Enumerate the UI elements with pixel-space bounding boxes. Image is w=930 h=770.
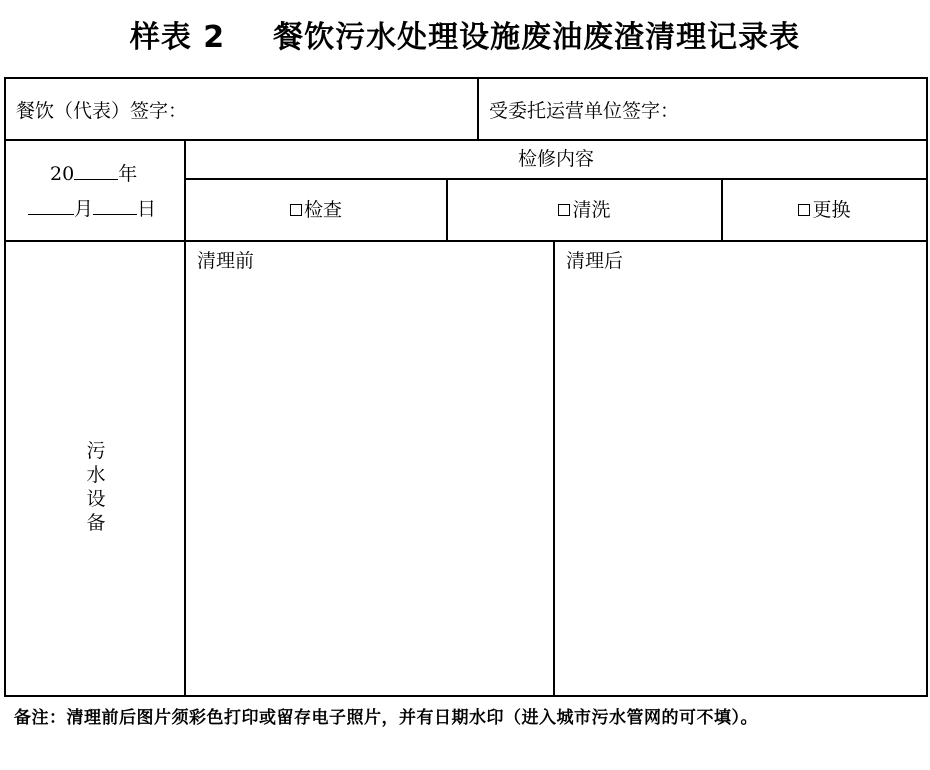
year-blank[interactable] [74,161,118,180]
equipment-char-1: 污 [86,440,106,462]
before-cleaning-label: 清理前 [197,250,255,272]
month-blank[interactable] [28,196,74,215]
col-divider-signatures [477,79,479,139]
row-divider-options [6,240,926,242]
checkbox-clean[interactable] [558,204,570,216]
option-clean-label: 清洗 [572,199,611,221]
day-blank[interactable] [93,196,137,215]
checkbox-inspect[interactable] [290,204,302,216]
operator-signature-label: 受委托运营单位签字： [489,100,680,122]
month-label: 月 [74,198,94,220]
maintenance-header: 检修内容 [517,148,594,170]
col-divider-left-column [184,139,186,695]
equipment-char-4: 备 [86,512,106,534]
title-number: 样表 2 [129,20,226,55]
remark-note: 备注：清理前后图片须彩色打印或留存电子照片，并有日期水印（进入城市污水管网的可不填）。 [14,708,758,728]
year-label: 年 [118,163,138,185]
option-replace-label: 更换 [812,199,851,221]
equipment-char-3: 设 [86,488,106,510]
year-prefix: 20 [50,163,75,185]
option-inspect[interactable] [186,198,446,222]
col-divider-before-after [553,240,555,695]
day-label: 日 [137,198,157,220]
date-month-day-line [28,196,156,221]
row-divider-signatures [6,139,926,141]
date-year-line [50,161,137,186]
option-inspect-label: 检查 [303,199,342,221]
record-form [4,77,928,697]
option-clean[interactable] [448,198,721,222]
checkbox-replace[interactable] [798,204,810,216]
document-title [0,18,930,58]
row-divider-maintenance-header [186,178,926,180]
equipment-label [6,439,186,535]
option-replace[interactable] [723,198,926,222]
title-text: 餐饮污水处理设施废油废渣清理记录表 [273,20,801,55]
after-cleaning-label: 清理后 [566,250,624,272]
equipment-char-2: 水 [86,464,106,486]
catering-signature-label: 餐饮（代表）签字： [16,100,188,122]
